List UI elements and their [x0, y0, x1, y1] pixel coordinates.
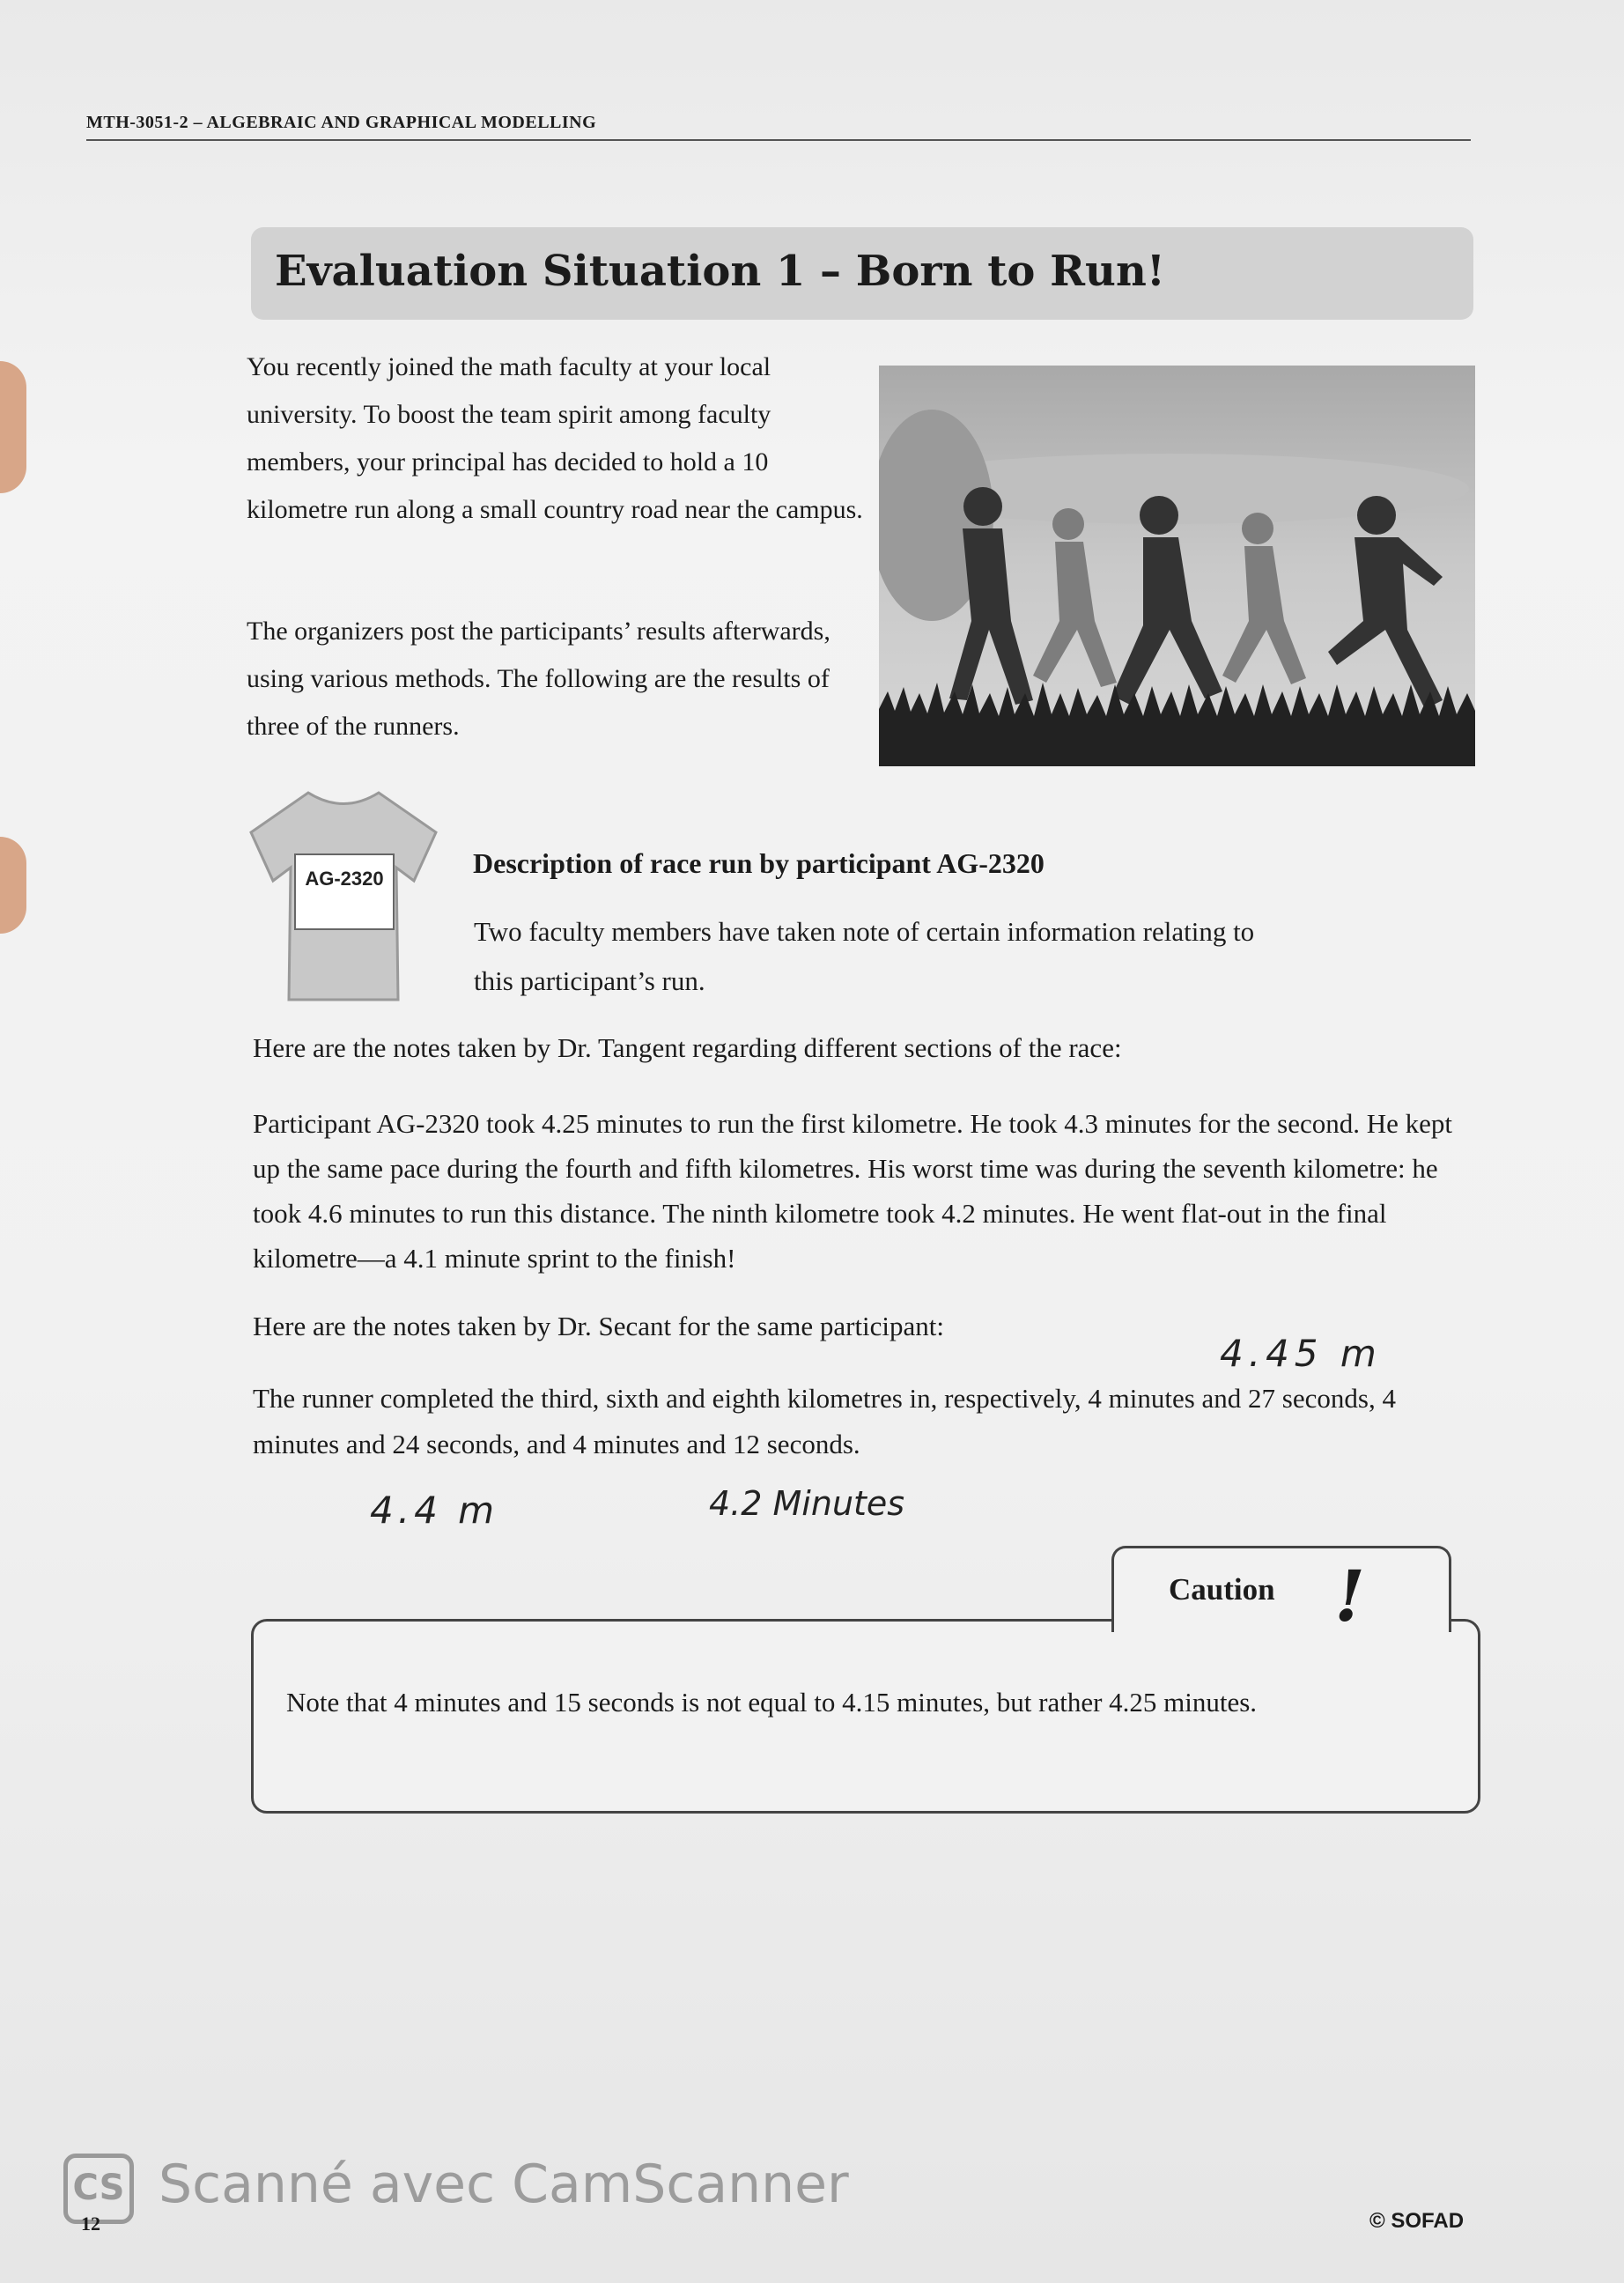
header-divider — [86, 139, 1471, 141]
caution-tab — [1111, 1546, 1451, 1632]
description-text: Two faculty members have taken note of certain information relating to this participant’s run. — [474, 916, 1255, 996]
tangent-intro: Here are the notes taken by Dr. Tangent regarding different sections of the race: — [253, 1032, 1122, 1063]
caution-text: Note that 4 minutes and 15 seconds is not equal to 4.15 minutes, but rather 4.25 minutes. — [286, 1687, 1258, 1718]
runners-illustration — [879, 366, 1475, 766]
description-heading: Description of race run by participant AG-2320 — [473, 847, 1045, 879]
secant-paragraph: The runner completed the third, sixth and eighth kilometres in, respectively, 4 minutes and 27 seconds, 4 minutes and 24 seconds, and 4 minutes and 12 seconds. — [253, 1383, 1396, 1459]
page-title: Evaluation Situation 1 – Born to Run! — [275, 247, 1165, 296]
bib-number: AG-2320 — [305, 868, 384, 890]
finger-shadow — [0, 361, 26, 493]
intro-paragraph-2: The organizers post the participants’ results afterwards, using various methods. The following are the results of three of the runners. — [247, 617, 830, 741]
exclamation-icon: ! — [1334, 1555, 1366, 1637]
tshirt-illustration — [247, 784, 440, 1004]
copyright: © SOFAD — [1369, 2209, 1465, 2233]
caution-label: Caution — [1169, 1572, 1275, 1607]
finger-shadow-2 — [0, 837, 26, 934]
intro-paragraph-1: You recently joined the math faculty at your local university. To boost the team spirit among faculty members, your principal has decided to hold a 10 kilometre run along a small country road near the campus. — [247, 352, 863, 524]
page-number: 12 — [81, 2213, 100, 2235]
camscanner-watermark: Scanné avec CamScanner — [159, 2154, 849, 2215]
handwritten-note-3: 4.2 Minutes — [709, 1484, 905, 1523]
handwritten-note-2: 4.4 m — [370, 1489, 499, 1532]
handwritten-note-1: 4.45 m — [1220, 1332, 1382, 1375]
camscanner-logo-icon: CS — [63, 2154, 134, 2224]
tangent-paragraph: Participant AG-2320 took 4.25 minutes to run the first kilometre. He took 4.3 minutes for the second. He kept up the same pace during the fourth and fifth kilometres. His worst time was during the seventh kilometre: he took 4.6 minutes to run this distance. The ninth kilometre took 4.2 minutes. He went flat-out in the final kilometre—a 4.1 minute sprint to the finish! — [253, 1108, 1453, 1274]
secant-intro: Here are the notes taken by Dr. Secant for the same participant: — [253, 1311, 945, 1341]
course-header: MTH-3051-2 – ALGEBRAIC AND GRAPHICAL MODELLING — [86, 113, 597, 132]
